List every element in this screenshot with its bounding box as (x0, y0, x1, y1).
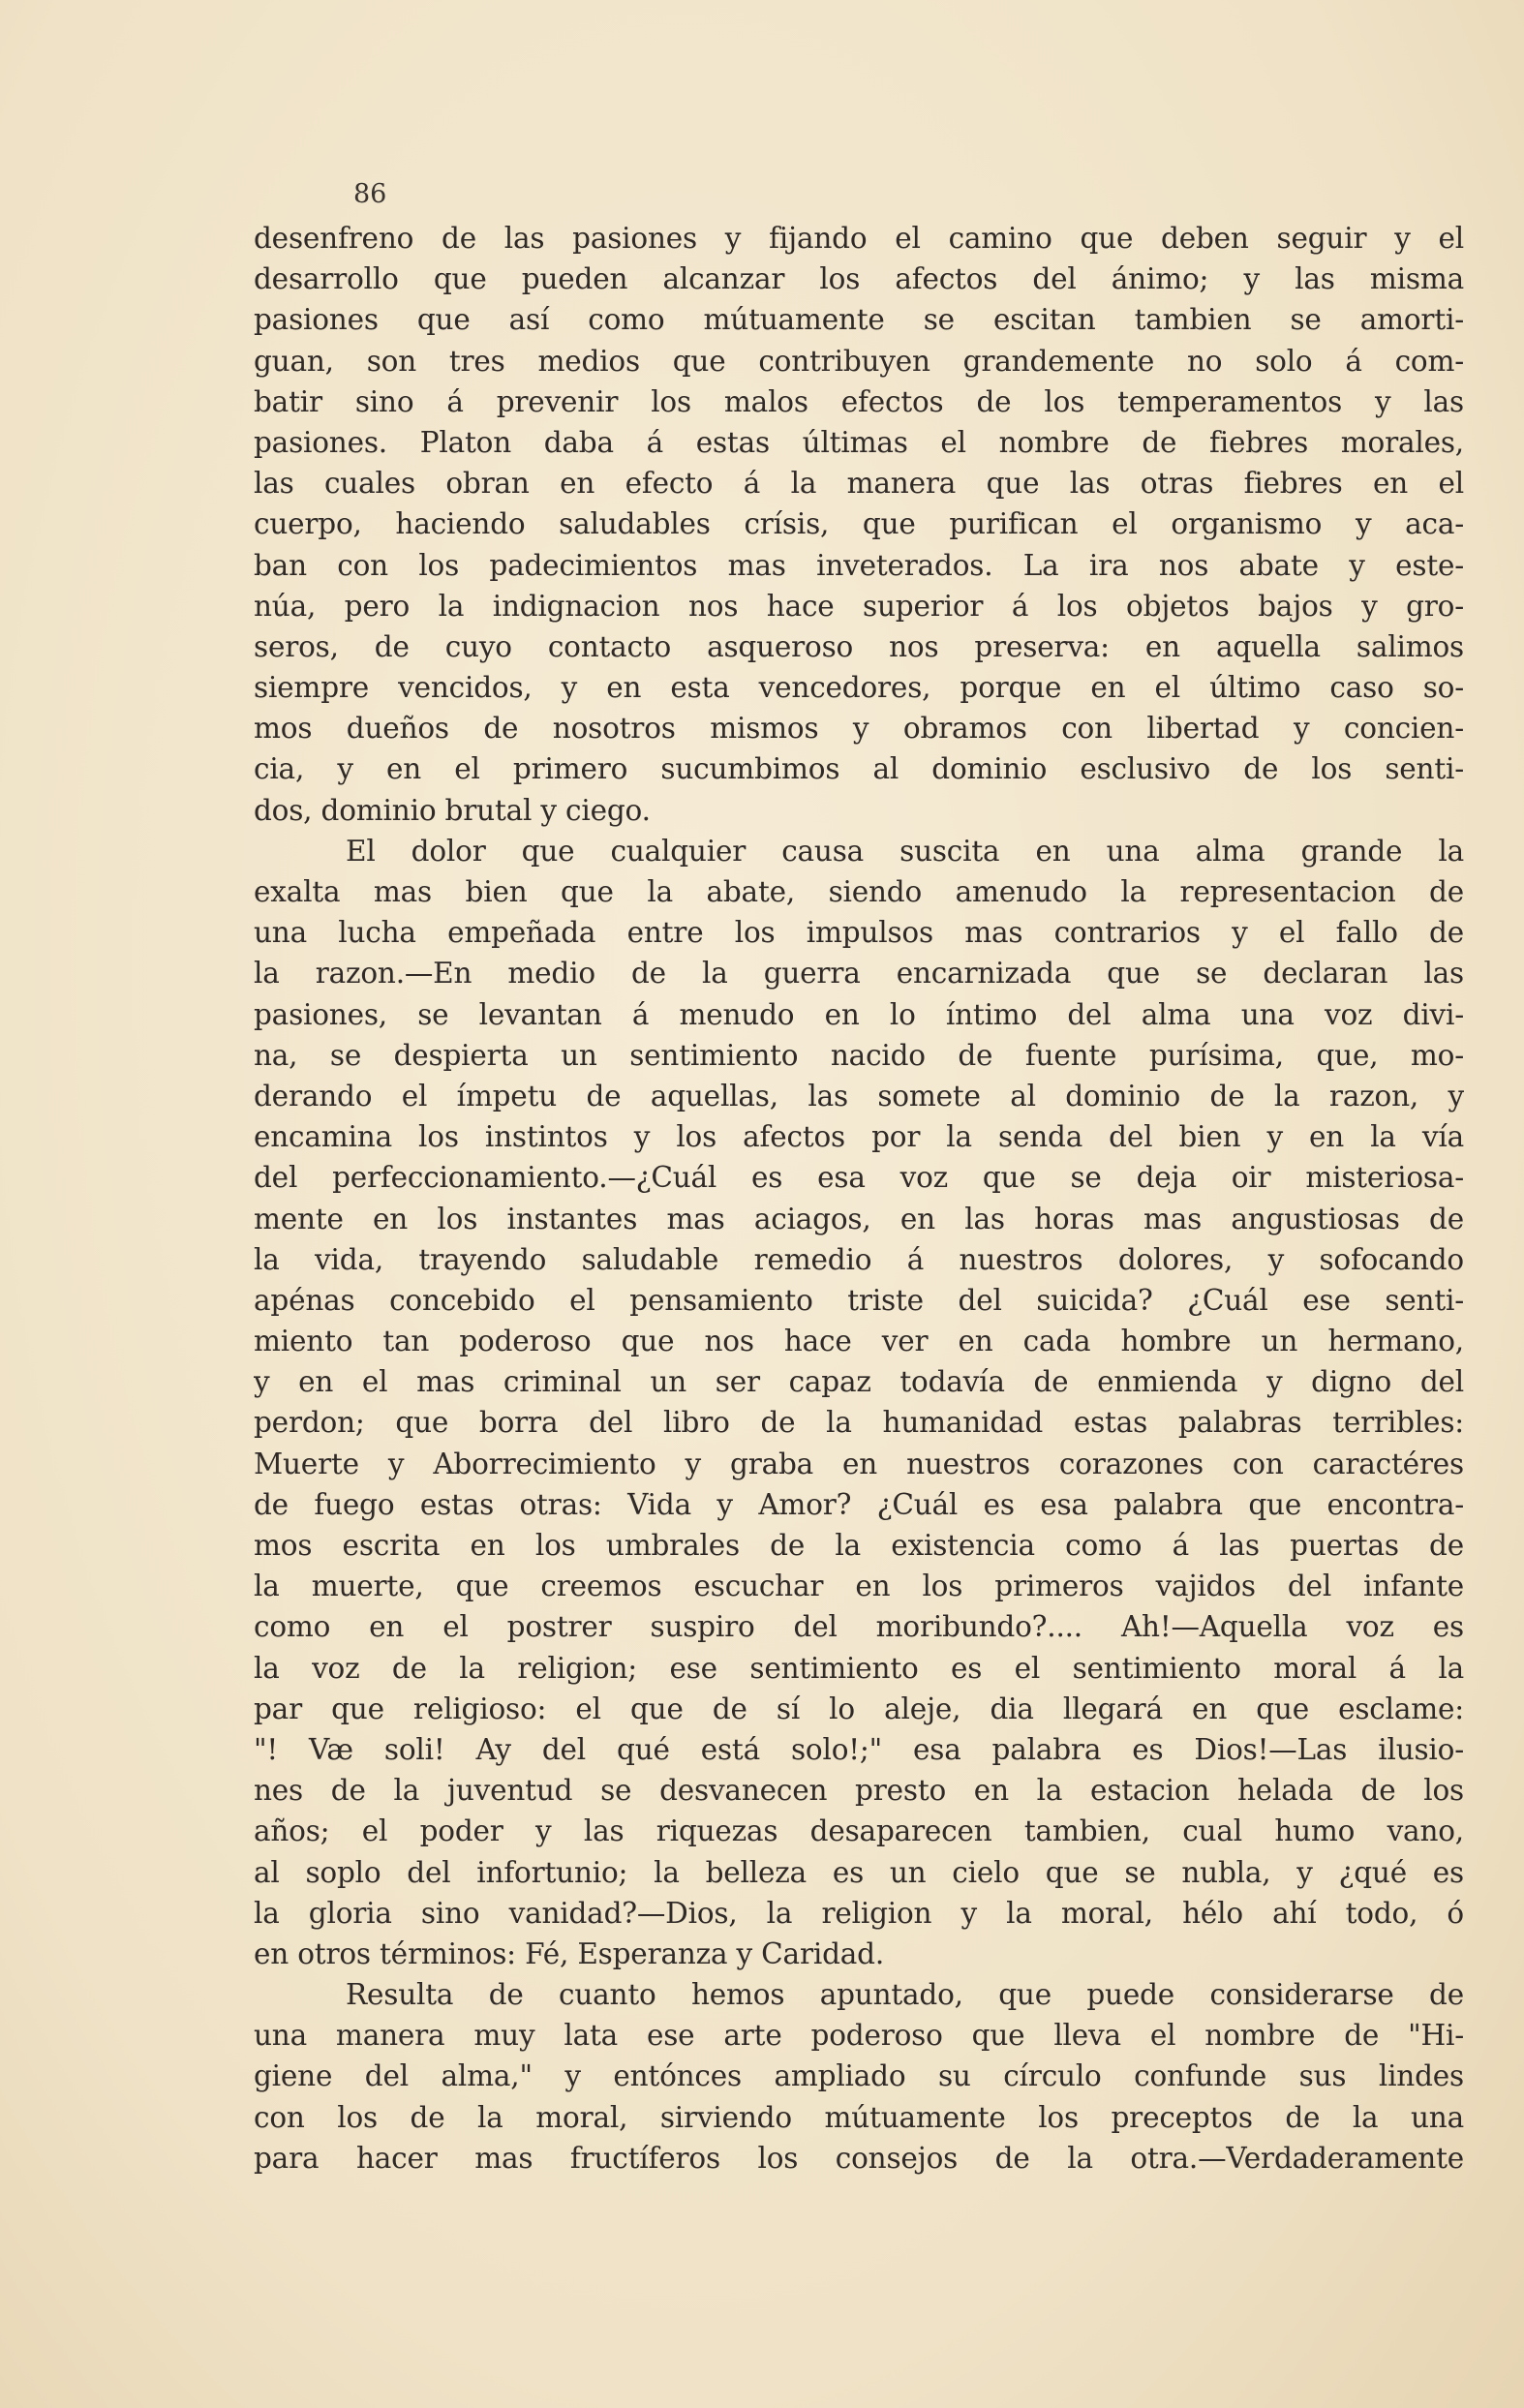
text-line: desenfreno de las pasiones y fijando el camino que deben seguir y el (254, 222, 1464, 255)
text-line: cuerpo, haciendo saludables crísis, que purifican el organismo y aca- (254, 507, 1464, 541)
text-line: pasiones. Platon daba á estas últimas el nombre de fiebres morales, (254, 425, 1464, 459)
page-number: 86 (353, 179, 387, 209)
text-line: dos, dominio brutal y ciego. (254, 793, 651, 827)
text-line: guan, son tres medios que contribuyen grandemente no solo á com- (254, 344, 1464, 378)
text-line: seros, de cuyo contacto asqueroso nos preserva: en aquella salimos (254, 629, 1464, 663)
text-line: exalta mas bien que la abate, siendo amenudo la representacion de (254, 875, 1464, 908)
text-line: perdon; que borra del libro de la humanidad estas palabras terribles: (254, 1406, 1464, 1440)
text-line: apénas concebido el pensamiento triste del suicida? ¿Cuál ese senti- (254, 1283, 1464, 1317)
text-line: miento tan poderoso que nos hace ver en cada hombre un hermano, (254, 1325, 1464, 1358)
paragraph-start-line: Resulta de cuanto hemos apuntado, que puede considerarse de (346, 1978, 1464, 2012)
body-text (254, 218, 1464, 2179)
text-line: núa, pero la indignacion nos hace superior á los objetos bajos y gro- (254, 589, 1464, 623)
text-line: la vida, trayendo saludable remedio á nuestros dolores, y sofocando (254, 1242, 1464, 1276)
text-line: batir sino á prevenir los malos efectos de los temperamentos y las (254, 384, 1464, 418)
text-line: la muerte, que creemos escuchar en los primeros vajidos del infante (254, 1570, 1464, 1603)
text-line: derando el ímpetu de aquellas, las somete al dominio de la razon, y (254, 1079, 1464, 1113)
text-line: la voz de la religion; ese sentimiento es el sentimiento moral á la (254, 1651, 1464, 1685)
text-line: na, se despierta un sentimiento nacido de fuente purísima, que, mo- (254, 1038, 1464, 1072)
text-line: Muerte y Aborrecimiento y graba en nuestros corazones con caractéres (254, 1447, 1464, 1480)
text-line: al soplo del infortunio; la belleza es un cielo que se nubla, y ¿qué es (254, 1855, 1464, 1889)
text-line: desarrollo que pueden alcanzar los afectos del ánimo; y las misma (254, 262, 1464, 296)
text-line: mos escrita en los umbrales de la existencia como á las puertas de (254, 1529, 1464, 1562)
text-line: del perfeccionamiento.—¿Cuál es esa voz que se deja oir misteriosa- (254, 1161, 1464, 1195)
text-line: una lucha empeñada entre los impulsos mas contrarios y el fallo de (254, 916, 1464, 950)
text-line: y en el mas criminal un ser capaz todavía de enmienda y digno del (254, 1365, 1464, 1399)
text-line: de fuego estas otras: Vida y Amor? ¿Cuál es esa palabra que encontra- (254, 1487, 1464, 1521)
text-line: giene del alma," y entónces ampliado su círculo confunde sus lindes (254, 2059, 1464, 2093)
text-line: para hacer mas fructíferos los consejos de la otra.—Verdaderamente (254, 2141, 1464, 2175)
text-line: pasiones que así como mútuamente se escitan tambien se amorti- (254, 303, 1464, 337)
text-line: la gloria sino vanidad?—Dios, la religion y la moral, hélo ahí todo, ó (254, 1896, 1464, 1930)
text-line: ban con los padecimientos mas inveterados. La ira nos abate y este- (254, 548, 1464, 582)
text-line: con los de la moral, sirviendo mútuamente los preceptos de la una (254, 2100, 1464, 2134)
text-line: mente en los instantes mas aciagos, en las horas mas angustiosas de (254, 1202, 1464, 1235)
text-line: "! Væ soli! Ay del qué está solo!;" esa palabra es Dios!—Las ilusio- (254, 1732, 1464, 1766)
text-line: cia, y en el primero sucumbimos al dominio esclusivo de los senti- (254, 752, 1464, 786)
text-line: siempre vencidos, y en esta vencedores, porque en el último caso so- (254, 671, 1464, 705)
text-line: encamina los instintos y los afectos por la senda del bien y en la vía (254, 1120, 1464, 1154)
text-line: par que religioso: el que de sí lo aleje, dia llegará en que esclame: (254, 1692, 1464, 1725)
text-line: la razon.—En medio de la guerra encarnizada que se declaran las (254, 957, 1464, 991)
text-line: como en el postrer suspiro del moribundo?.... Ah!—Aquella voz es (254, 1610, 1464, 1644)
text-line: una manera muy lata ese arte poderoso que lleva el nombre de "Hi- (254, 2019, 1464, 2053)
text-line: pasiones, se levantan á menudo en lo íntimo del alma una voz divi- (254, 997, 1464, 1031)
text-line: nes de la juventud se desvanecen presto en la estacion helada de los (254, 1774, 1464, 1808)
text-line: las cuales obran en efecto á la manera que las otras fiebres en el (254, 467, 1464, 501)
text-line: años; el poder y las riquezas desaparecen tambien, cual humo vano, (254, 1814, 1464, 1848)
text-line: en otros términos: Fé, Esperanza y Caridad. (254, 1936, 885, 1970)
text-line: mos dueños de nosotros mismos y obramos con libertad y concien- (254, 712, 1464, 746)
paragraph-start-line: El dolor que cualquier causa suscita en una alma grande la (346, 834, 1464, 868)
